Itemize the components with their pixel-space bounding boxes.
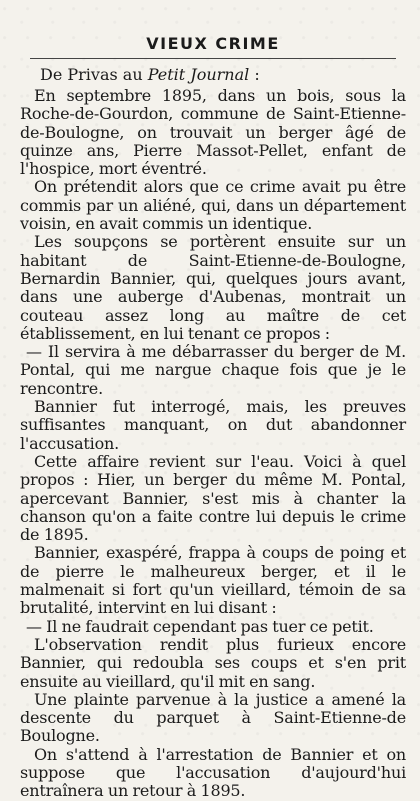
paragraph-1: En septembre 1895, dans un bois, sous la Roche-de-Gourdon, commune de Saint-Etienne-de-Boulogne, on trouvait un berger âgé de quinze ans, Pierre Massot-Pellet, enfant de l'hospice, mort éventré.	[20, 86, 406, 179]
paragraph-11: On s'attend à l'arrestation de Bannier et on suppose que l'accusation d'aujourd'hui entraînera un retour à 1895.	[20, 744, 406, 801]
paragraph-9: L'observation rendit plus furieux encore Bannier, qui redoubla ses coups et s'en prit ensuite au vieillard, qu'il mit en sang.	[20, 634, 406, 691]
paragraph-7: Bannier, exaspéré, frappa à coups de poing et de pierre le malheureux berger, et il le malmenait si fort qu'un vieillard, témoin de sa brutalité, intervint en lui disant :	[20, 543, 406, 618]
paragraph-10: Une plainte parvenue à la justice a amené la descente du parquet à Saint-Etienne-de Boulogne.	[20, 689, 406, 746]
dateline-paper: Petit Journal	[147, 65, 250, 84]
paragraph-6: Cette affaire revient sur l'eau. Voici à quel propos : Hier, un berger du même M. Pontal, apercevant Bannier, s'est mis à chanter la chanson qu'on a faite contre lui depuis le crime de 1895.	[20, 451, 406, 545]
paragraph-4: — Il servira à me débarrasser du berger de M. Pontal, qui me nargue chaque fois que je le rencontre.	[20, 342, 406, 398]
dateline-suffix: :	[249, 65, 260, 84]
paragraph-3: Les soupçons se portèrent ensuite sur un habitant de Saint-Etienne-de-Boulogne, Bernardin Bannier, qui, quelques jours avant, dans une auberge d'Aubenas, montrait un couteau assez long au maître de cet établissement, en lui tenant ce propos :	[20, 232, 406, 343]
dateline	[40, 65, 406, 85]
dateline-prefix: De Privas au	[40, 65, 148, 84]
headline: VIEUX CRIME	[146, 34, 280, 53]
paragraph-5: Bannier fut interrogé, mais, les preuves suffisantes manquant, on dut abandonner l'accusation.	[20, 397, 406, 453]
headline-rule	[30, 58, 396, 59]
paragraph-8: — Il ne faudrait cependant pas tuer ce petit.	[26, 616, 374, 636]
paragraph-2: On prétendit alors que ce crime avait pu être commis par un aliéné, qui, dans un département voisin, en avait commis un identique.	[20, 177, 406, 234]
